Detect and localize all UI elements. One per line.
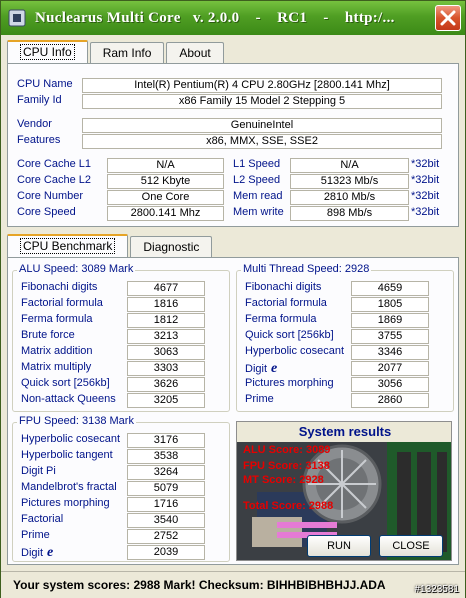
- fpu-row-label: Digit Pi: [21, 465, 56, 477]
- alu-speed-group: [12, 263, 230, 412]
- core-speed-value: 2800.141 Mhz: [107, 206, 224, 221]
- vendor-value: GenuineIntel: [82, 118, 442, 133]
- mem-write-label: Mem write: [233, 206, 284, 218]
- fpu-row-label: Hyperbolic cosecant: [21, 433, 121, 445]
- system-results-box: [236, 421, 452, 561]
- multi-thread-group: [236, 263, 454, 412]
- l1-speed-value: N/A: [290, 158, 409, 173]
- features-value: x86, MMX, SSE, SSE2: [82, 134, 442, 149]
- status-text: Your system scores: 2988 Mark! Checksum: BIHHBIBHBHJJ.ADA: [13, 578, 386, 592]
- fpu-row-value: 3540: [127, 513, 205, 528]
- app-icon: [7, 8, 27, 28]
- e-symbol-icon: e: [47, 545, 54, 560]
- l2-speed-label: L2 Speed: [233, 174, 281, 186]
- title-bar[interactable]: [1, 1, 465, 35]
- fpu-score: FPU Score: 3138: [243, 460, 330, 472]
- core-number-value: One Core: [107, 190, 224, 205]
- alu-row-value: 1812: [127, 313, 205, 328]
- benchmark-tabs: [7, 236, 214, 257]
- alu-row-value: 1816: [127, 297, 205, 312]
- features-label: Features: [17, 134, 61, 146]
- core-cache-l1-label: Core Cache L1: [17, 158, 91, 170]
- main-tabs: [7, 42, 226, 63]
- multi-row-label: Digit e: [245, 361, 278, 376]
- mem-read-unit: *32bit: [411, 190, 440, 202]
- multi-thread-title: Multi Thread Speed: 2928: [243, 263, 370, 275]
- e-symbol-icon: e: [271, 361, 278, 376]
- alu-row-label: Factorial formula: [21, 297, 103, 309]
- alu-row-label: Non-attack Queens: [21, 393, 116, 405]
- alu-row-label: Matrix multiply: [21, 361, 92, 373]
- multi-row-value: 3346: [351, 345, 429, 360]
- alu-row-value: 4677: [127, 281, 205, 296]
- multi-row-value: 4659: [351, 281, 429, 296]
- multi-row-value: 3755: [351, 329, 429, 344]
- alu-row-label: Quick sort [256kb]: [21, 377, 110, 389]
- total-score: Total Score: 2988: [243, 500, 334, 512]
- alu-row-value: 3205: [127, 393, 205, 408]
- fpu-row-value: 5079: [127, 481, 205, 496]
- multi-row-label: Pictures morphing: [245, 377, 334, 389]
- core-cache-l1-value: N/A: [107, 158, 224, 173]
- multi-row-value: 2077: [351, 361, 429, 376]
- alu-row-value: 3303: [127, 361, 205, 376]
- l2-speed-unit: *32bit: [411, 174, 440, 186]
- multi-row-value: 1805: [351, 297, 429, 312]
- fpu-row-value: 2039: [127, 545, 205, 560]
- system-results-title: System results: [298, 424, 392, 439]
- close-window-button[interactable]: [435, 5, 461, 31]
- multi-row-label: Fibonachi digits: [245, 281, 322, 293]
- fpu-speed-group: [12, 415, 230, 562]
- fpu-row-value: 2752: [127, 529, 205, 544]
- alu-row-value: 3626: [127, 377, 205, 392]
- multi-row-label: Prime: [245, 393, 274, 405]
- alu-row-value: 3213: [127, 329, 205, 344]
- multi-row-label: Factorial formula: [245, 297, 327, 309]
- mem-read-value: 2810 Mb/s: [290, 190, 409, 205]
- multi-row-label: Quick sort [256kb]: [245, 329, 334, 341]
- multi-row-value: 1869: [351, 313, 429, 328]
- family-id-label: Family Id: [17, 94, 62, 106]
- multi-row-value: 3056: [351, 377, 429, 392]
- fpu-row-label: Hyperbolic tangent: [21, 449, 113, 461]
- core-number-label: Core Number: [17, 190, 84, 202]
- watermark-text: #1323581: [414, 584, 459, 595]
- core-cache-l2-label: Core Cache L2: [17, 174, 91, 186]
- fpu-row-value: 1716: [127, 497, 205, 512]
- multi-row-label: Ferma formula: [245, 313, 317, 325]
- l1-speed-unit: *32bit: [411, 158, 440, 170]
- fpu-row-value: 3264: [127, 465, 205, 480]
- fpu-row-value: 3176: [127, 433, 205, 448]
- mem-write-value: 898 Mb/s: [290, 206, 409, 221]
- family-id-value: x86 Family 15 Model 2 Stepping 5: [82, 94, 442, 109]
- fpu-row-label: Mandelbrot's fractal: [21, 481, 117, 493]
- close-button[interactable]: CLOSE: [379, 535, 443, 557]
- multi-row-label: Hyperbolic cosecant: [245, 345, 345, 357]
- cpu-name-value: Intel(R) Pentium(R) 4 CPU 2.80GHz [2800.141 Mhz]: [82, 78, 442, 93]
- tab-about[interactable]: About: [166, 42, 223, 63]
- alu-row-value: 3063: [127, 345, 205, 360]
- tab-cpu-info[interactable]: CPU Info: [7, 40, 88, 63]
- core-speed-label: Core Speed: [17, 206, 76, 218]
- run-button[interactable]: RUN: [307, 535, 371, 557]
- fpu-row-label: Pictures morphing: [21, 497, 110, 509]
- alu-row-label: Fibonachi digits: [21, 281, 98, 293]
- tab-cpu-benchmark[interactable]: CPU Benchmark: [7, 234, 128, 257]
- close-icon: [440, 10, 456, 26]
- fpu-row-label: Factorial: [21, 513, 64, 525]
- multi-row-value: 2860: [351, 393, 429, 408]
- fpu-row-label: Prime: [21, 529, 50, 541]
- mt-score: MT Score: 2928: [243, 474, 324, 486]
- mem-write-unit: *32bit: [411, 206, 440, 218]
- fpu-speed-title: FPU Speed: 3138 Mark: [19, 415, 134, 427]
- mem-read-label: Mem read: [233, 190, 283, 202]
- l1-speed-label: L1 Speed: [233, 158, 281, 170]
- tab-ram-info[interactable]: Ram Info: [90, 42, 165, 63]
- cpu-name-label: CPU Name: [17, 78, 73, 90]
- fpu-row-value: 3538: [127, 449, 205, 464]
- status-bar: [1, 571, 465, 598]
- vendor-label: Vendor: [17, 118, 52, 130]
- tab-diagnostic[interactable]: Diagnostic: [130, 236, 212, 257]
- cpu-info-panel: [7, 63, 459, 227]
- l2-speed-value: 51323 Mb/s: [290, 174, 409, 189]
- alu-row-label: Matrix addition: [21, 345, 93, 357]
- core-cache-l2-value: 512 Kbyte: [107, 174, 224, 189]
- window-title: Nuclearus Multi Core v. 2.0.0 - RC1 - http:/...: [35, 10, 395, 26]
- alu-speed-title: ALU Speed: 3089 Mark: [19, 263, 134, 275]
- alu-row-label: Ferma formula: [21, 313, 93, 325]
- fpu-row-label: Digit e: [21, 545, 54, 560]
- alu-row-label: Brute force: [21, 329, 75, 341]
- alu-score: ALU Score: 3089: [243, 444, 331, 456]
